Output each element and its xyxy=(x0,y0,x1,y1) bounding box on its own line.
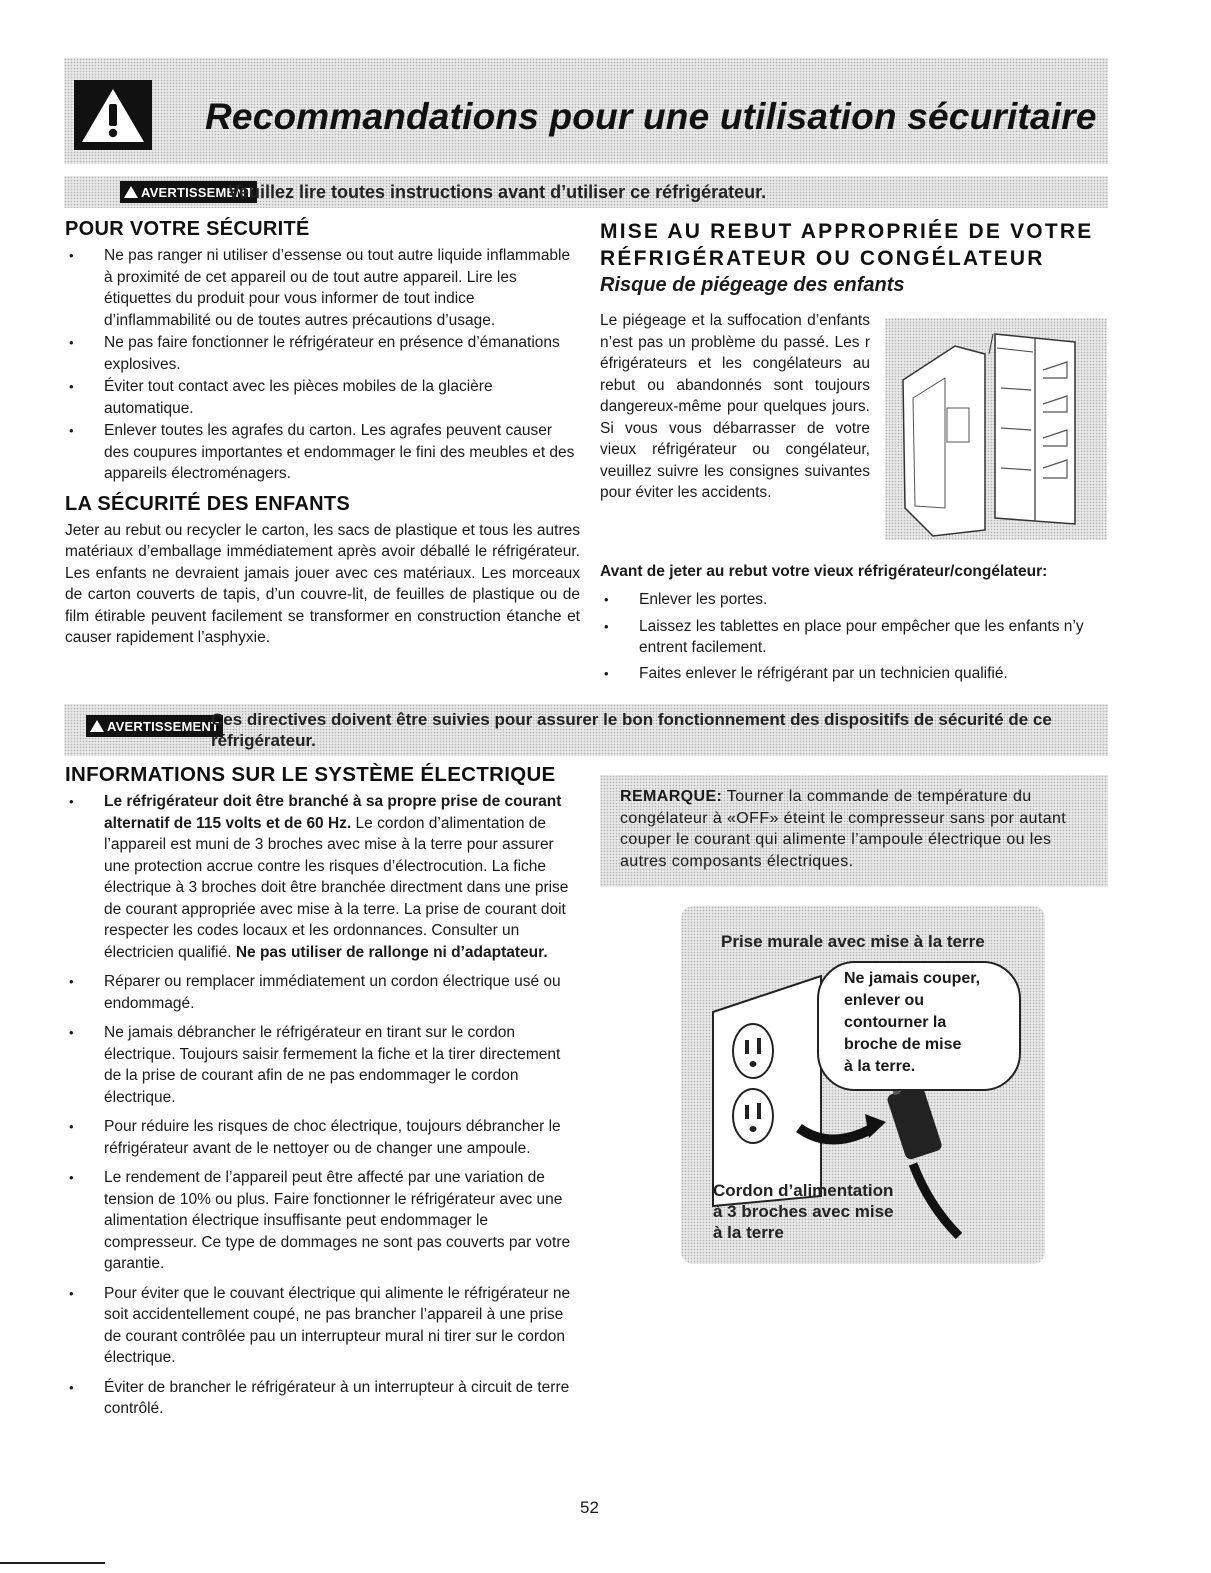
page-number: 52 xyxy=(580,1498,599,1517)
warning-text-line2: réfrigérateur. xyxy=(211,731,316,750)
list-item: • Laissez les tablettes en place pour empêcher que les enfants n’y entrent facilement. xyxy=(600,616,1115,659)
list-item: • Réparer ou remplacer immédiatement un cordon électrique usé ou endommagé. xyxy=(65,971,580,1014)
safety-section xyxy=(65,218,580,649)
child-safety-text: Jeter au rebut ou recycler le carton, les sacs de plastique et tous les autres matériaux d’emballage immédiatement après avoir déballé le réfrigérateur. Les enfants ne devraient jamais jouer avec ces matériaux. Les morceaux de carton couverts de tapis, d’un couvre-lit, de feuilles de plastique ou de film étirable peuvent facilement se transformer en construction étanche et causer rapidement l’asphyxie. xyxy=(65,521,580,646)
before-disposal-label: Avant de jeter au rebut votre vieux réfrigérateur/congélateur: xyxy=(600,563,1048,580)
section-title: LA SÉCURITÉ DES ENFANTS xyxy=(65,492,351,515)
warning-text: Ces directives doivent être suivies pour assurer le bon fonctionnement des dispositifs de sécurité de ce xyxy=(211,710,1052,729)
list-item: • Le rendement de l’appareil peut être affecté par une variation de tension de 10% ou plus. Faire fonctionner le réfrigérateur avec une alimentation électrique insuffisante peut endommager le compresseur. Ce type de dommages ne sont pas couverts par votre garantie. xyxy=(65,1167,580,1275)
page-title: Recommandations pour une utilisation sécuritaire xyxy=(205,96,1097,137)
warning-icon xyxy=(74,80,152,150)
list-item: • Pour réduire les risques de choc électrique, toujours débrancher le réfrigérateur avant de le nettoyer ou de changer une ampoule. xyxy=(65,1116,580,1159)
list-item: • Ne jamais débrancher le réfrigérateur en tirant sur le cordon électrique. Toujours saisir fermement la fiche et la tirer directement de la prise de courant afin de ne pas endommager le cordon électrique. xyxy=(65,1022,580,1108)
warning-triangle-icon xyxy=(90,720,104,732)
refrigerator-icon xyxy=(885,318,1107,540)
cord-label: Cordon d’alimentation à 3 broches avec mise à la terre xyxy=(713,1181,894,1242)
disposal-list xyxy=(600,589,1115,685)
callout-text: Ne jamais couper, enlever ou contourner la broche de mise à la terre. xyxy=(844,970,981,1075)
section-subtitle: Risque de piégeage des enfants xyxy=(600,274,905,296)
section-title: INFORMATIONS SUR LE SYSTÈME ÉLECTRIQUE xyxy=(65,763,556,786)
note-text: REMARQUE: Tourner la commande de température du congélateur à «OFF» éteint le compresseur sans por autant couper le courant qui alimente l’ampoule électrique ou les autres composants électriques. xyxy=(620,788,1067,870)
list-item: • Éviter de brancher le réfrigérateur à un interrupteur à circuit de terre contrôlé. xyxy=(65,1377,580,1420)
list-item: • Le réfrigérateur doit être branché à sa propre prise de courant alternatif de 115 volts et de 60 Hz. Le cordon d’alimentation de l’appareil est muni de 3 broches avec mise à la terre pour assurer une protection accrue contre les risques d’électrocution. La fiche électrique à 3 broches doit être branchée directment dans une prise de courant appropriée avec mise à la terre. La prise de courant doit respecter les codes locaux et les ordonnances. Consulter un électricien qualifié. Ne pas utiliser de rallonge ni d’adaptateur. xyxy=(65,791,580,963)
list-item: • Éviter tout contact avec les pièces mobiles de la glacière automatique. xyxy=(65,376,580,419)
list-item: • Ne pas ranger ni utiliser d’essense ou tout autre liquide inflammable à proximité de cet appareil ou de tout autre appareil. Lire les étiquettes du produit pour vous informer de tout indice d’inflammabilité ou de toutes autres précautions d’usage. xyxy=(65,245,580,331)
section-title: POUR VOTRE SÉCURITÉ xyxy=(65,218,310,240)
warning-badge: AVERTISSEMENT xyxy=(120,181,257,203)
list-item: • Pour éviter que le couvant électrique qui alimente le réfrigérateur ne soit accidentellement coupé, ne pas brancher l’appareil à une prise de courant contrôlée pau un interrupteur mural ni tirer sur le cordon électrique. xyxy=(65,1283,580,1369)
list-item: • Ne pas faire fonctionner le réfrigérateur en présence d’émanations explosives. xyxy=(65,332,580,375)
refrigerator-illustration xyxy=(885,318,1107,540)
safety-list xyxy=(65,245,580,485)
warning-badge: AVERTISSEMENT xyxy=(86,715,223,737)
disposal-section xyxy=(600,218,1110,297)
footer-rule xyxy=(0,1562,105,1564)
section-title: MISE AU REBUT APPROPRIÉE DE VOTRE RÉFRIGÉRATEUR OU CONGÉLATEUR xyxy=(600,220,1094,270)
disposal-intro: Le piégeage et la suffocation d’enfants n’est pas un problème du passé. Les r éfrigérateurs et les congélateurs au rebut ou abandonnés sont toujours dangereux-même pour quelques jours. Si vous vous débarrasser de votre vieux réfrigérateur ou congélateur, veuillez suivre les consignes suivantes pour éviter les accidents. xyxy=(600,312,870,501)
list-item: • Enlever les portes. xyxy=(600,589,1115,611)
warning-triangle-icon xyxy=(124,186,138,198)
electrical-section xyxy=(65,763,580,1421)
outlet-label: Prise murale avec mise à la terre xyxy=(721,932,985,951)
list-item: • Enlever toutes les agrafes du carton. Les agrafes peuvent causer des coupures importantes et endommager le fini des meubles et des appareils électroménagers. xyxy=(65,420,580,485)
electrical-list xyxy=(65,791,580,1420)
list-item: • Faites enlever le réfrigérant par un technicien qualifié. xyxy=(600,663,1115,685)
warning-text: Veuillez lire toutes instructions avant d’utiliser ce réfrigérateur. xyxy=(228,182,767,202)
